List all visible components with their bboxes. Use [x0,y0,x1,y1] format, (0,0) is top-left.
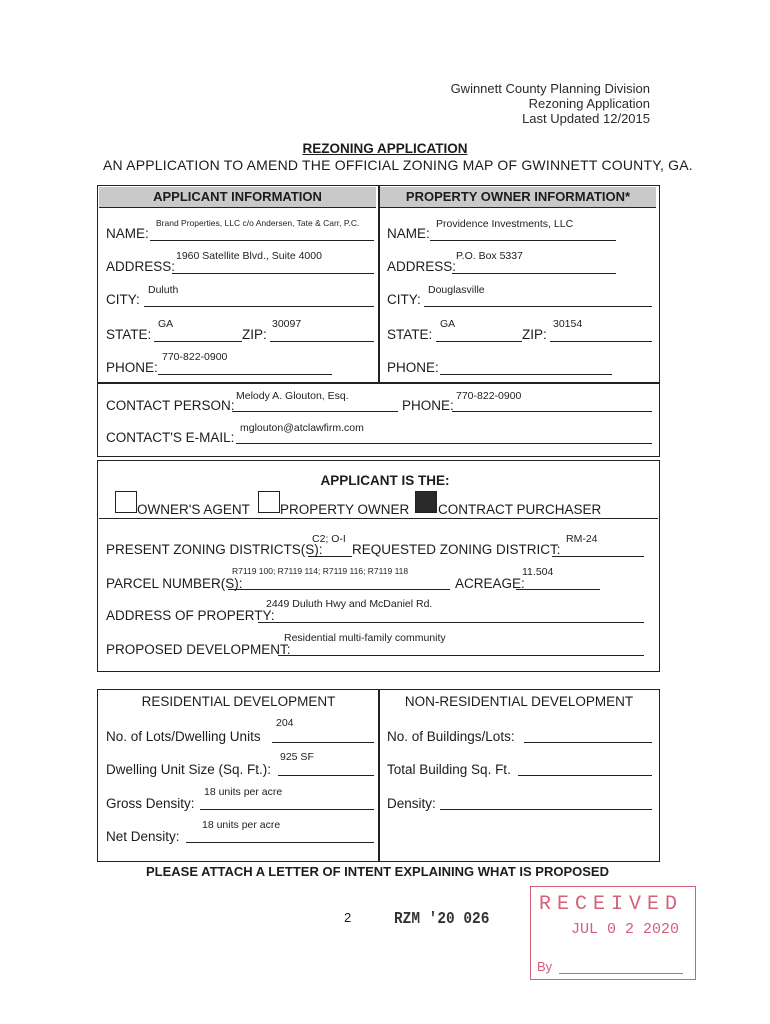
owner-city[interactable]: Douglasville [428,284,485,296]
development-divider [378,689,380,862]
page-number: 2 [344,910,352,925]
contract-purchaser-checkbox[interactable] [415,491,437,513]
unit-size-value[interactable]: 925 SF [280,751,314,763]
contact-phone-label: PHONE: [402,398,454,413]
applicant-state-label: STATE: [106,327,152,342]
owner-heading: PROPERTY OWNER INFORMATION* [380,187,656,208]
last-updated: Last Updated 12/2015 [522,111,650,126]
owner-phone-line [440,374,612,375]
proposed-development[interactable]: Residential multi-family community [284,632,446,644]
applicant-name[interactable]: Brand Properties, LLC c/o Andersen, Tate & Carr, P.C. [156,218,360,228]
building-sqft-line [518,775,652,776]
contact-email-label: CONTACT'S E-MAIL: [106,430,235,445]
nonres-density-label: Density: [387,796,436,811]
applicant-city[interactable]: Duluth [148,284,179,296]
owners-agent-label: OWNER'S AGENT [137,502,250,517]
requested-zoning-line [552,556,644,557]
received-date: JUL 0 2 2020 [571,921,680,938]
building-sqft-label: Total Building Sq. Ft. [387,762,511,777]
applicant-name-line [150,240,374,241]
net-density-value[interactable]: 18 units per acre [202,819,281,831]
owner-zip-label: ZIP: [522,327,547,342]
form-name: Rezoning Application [528,96,650,111]
contact-person-line [232,411,398,412]
unit-size-line [278,775,374,776]
contact-person-label: CONTACT PERSON: [106,398,235,413]
property-address[interactable]: 2449 Duluth Hwy and McDaniel Rd. [266,598,433,610]
applicant-is-heading: APPLICANT IS THE: [320,473,450,488]
contract-purchaser-label: CONTRACT PURCHASER [438,502,602,517]
acreage[interactable]: 11.504 [522,566,554,578]
nonresidential-heading: NON-RESIDENTIAL DEVELOPMENT [404,694,634,709]
contact-box [97,382,660,457]
applicant-phone-label: PHONE: [106,360,158,375]
applicant-state[interactable]: GA [158,318,174,330]
owner-city-line [424,306,652,307]
applicant-zip-label: ZIP: [242,327,267,342]
applicant-address-label: ADDRESS: [106,259,176,274]
letter-of-intent-notice: PLEASE ATTACH A LETTER OF INTENT EXPLAINING WHAT IS PROPOSED [146,864,609,879]
zoning-divider [99,518,658,519]
unit-size-label: Dwelling Unit Size (Sq. Ft.): [106,762,272,777]
divider [378,185,380,384]
owner-name-label: NAME: [387,226,430,241]
received-stamp [530,886,696,980]
received-word: RECEIVED [539,893,684,916]
lots-label: No. of Lots/Dwelling Units [106,729,261,744]
owner-state-line [436,341,522,342]
present-zoning[interactable]: C2; O-I [312,533,346,545]
owner-phone-label: PHONE: [387,360,439,375]
page-subtitle: AN APPLICATION TO AMEND THE OFFICIAL ZONING MAP OF GWINNETT COUNTY, GA. [103,157,693,173]
nonres-density-line [440,809,652,810]
property-address-line [258,622,644,623]
received-by-line [559,973,683,974]
owner-zip-line [550,341,652,342]
contact-phone[interactable]: 770-822-0900 [456,390,522,402]
residential-heading: RESIDENTIAL DEVELOPMENT [141,694,336,709]
applicant-zip[interactable]: 30097 [272,318,302,330]
lots-line [272,742,374,743]
present-zoning-line [308,556,352,557]
property-owner-label: PROPERTY OWNER [280,502,410,517]
applicant-city-label: CITY: [106,292,140,307]
contact-phone-line [452,411,652,412]
gross-density-label: Gross Density: [106,796,195,811]
buildings-line [524,742,652,743]
property-address-label: ADDRESS OF PROPERTY: [106,608,275,623]
contact-email-line [236,443,652,444]
owner-address-label: ADDRESS: [387,259,457,274]
owner-state[interactable]: GA [440,318,456,330]
requested-zoning-label: REQUESTED ZONING DISTRICT: [352,542,561,557]
owner-address-line [452,273,616,274]
owners-agent-checkbox[interactable] [115,491,137,513]
owner-zip[interactable]: 30154 [553,318,583,330]
owner-name-line [430,240,616,241]
acreage-label: ACREAGE: [455,576,525,591]
contact-person[interactable]: Melody A. Glouton, Esq. [236,390,349,402]
lots-value[interactable]: 204 [276,717,294,729]
parcel-line [228,589,450,590]
applicant-phone[interactable]: 770-822-0900 [162,351,228,363]
owner-state-label: STATE: [387,327,433,342]
case-number-stamp: RZM '20 026 [394,910,490,929]
gross-density-line [200,809,374,810]
contact-email[interactable]: mglouton@atclawfirm.com [240,422,364,434]
parcel-numbers[interactable]: R7119 100; R7119 114; R7119 116; R7119 118 [232,566,409,576]
net-density-label: Net Density: [106,829,180,844]
acreage-line [516,589,600,590]
received-by-label: By [537,959,553,974]
proposed-development-label: PROPOSED DEVELOPMENT: [106,642,291,657]
net-density-line [186,842,374,843]
requested-zoning[interactable]: RM-24 [566,533,598,545]
property-owner-checkbox[interactable] [258,491,280,513]
applicant-state-line [154,341,242,342]
page-title: REZONING APPLICATION [302,141,468,156]
owner-name[interactable]: Providence Investments, LLC [436,218,574,230]
buildings-label: No. of Buildings/Lots: [387,729,515,744]
owner-city-label: CITY: [387,292,421,307]
gross-density-value[interactable]: 18 units per acre [204,786,283,798]
applicant-phone-line [158,374,332,375]
present-zoning-label: PRESENT ZONING DISTRICTS(S): [106,542,323,557]
parcel-label: PARCEL NUMBER(S): [106,576,243,591]
division-name: Gwinnett County Planning Division [450,81,650,96]
applicant-address-line [172,273,374,274]
applicant-heading: APPLICANT INFORMATION [99,187,376,208]
applicant-name-label: NAME: [106,226,149,241]
applicant-address[interactable]: 1960 Satellite Blvd., Suite 4000 [176,250,322,262]
applicant-city-line [144,306,374,307]
owner-address[interactable]: P.O. Box 5337 [456,250,523,262]
proposed-development-line [278,655,644,656]
applicant-zip-line [270,341,374,342]
